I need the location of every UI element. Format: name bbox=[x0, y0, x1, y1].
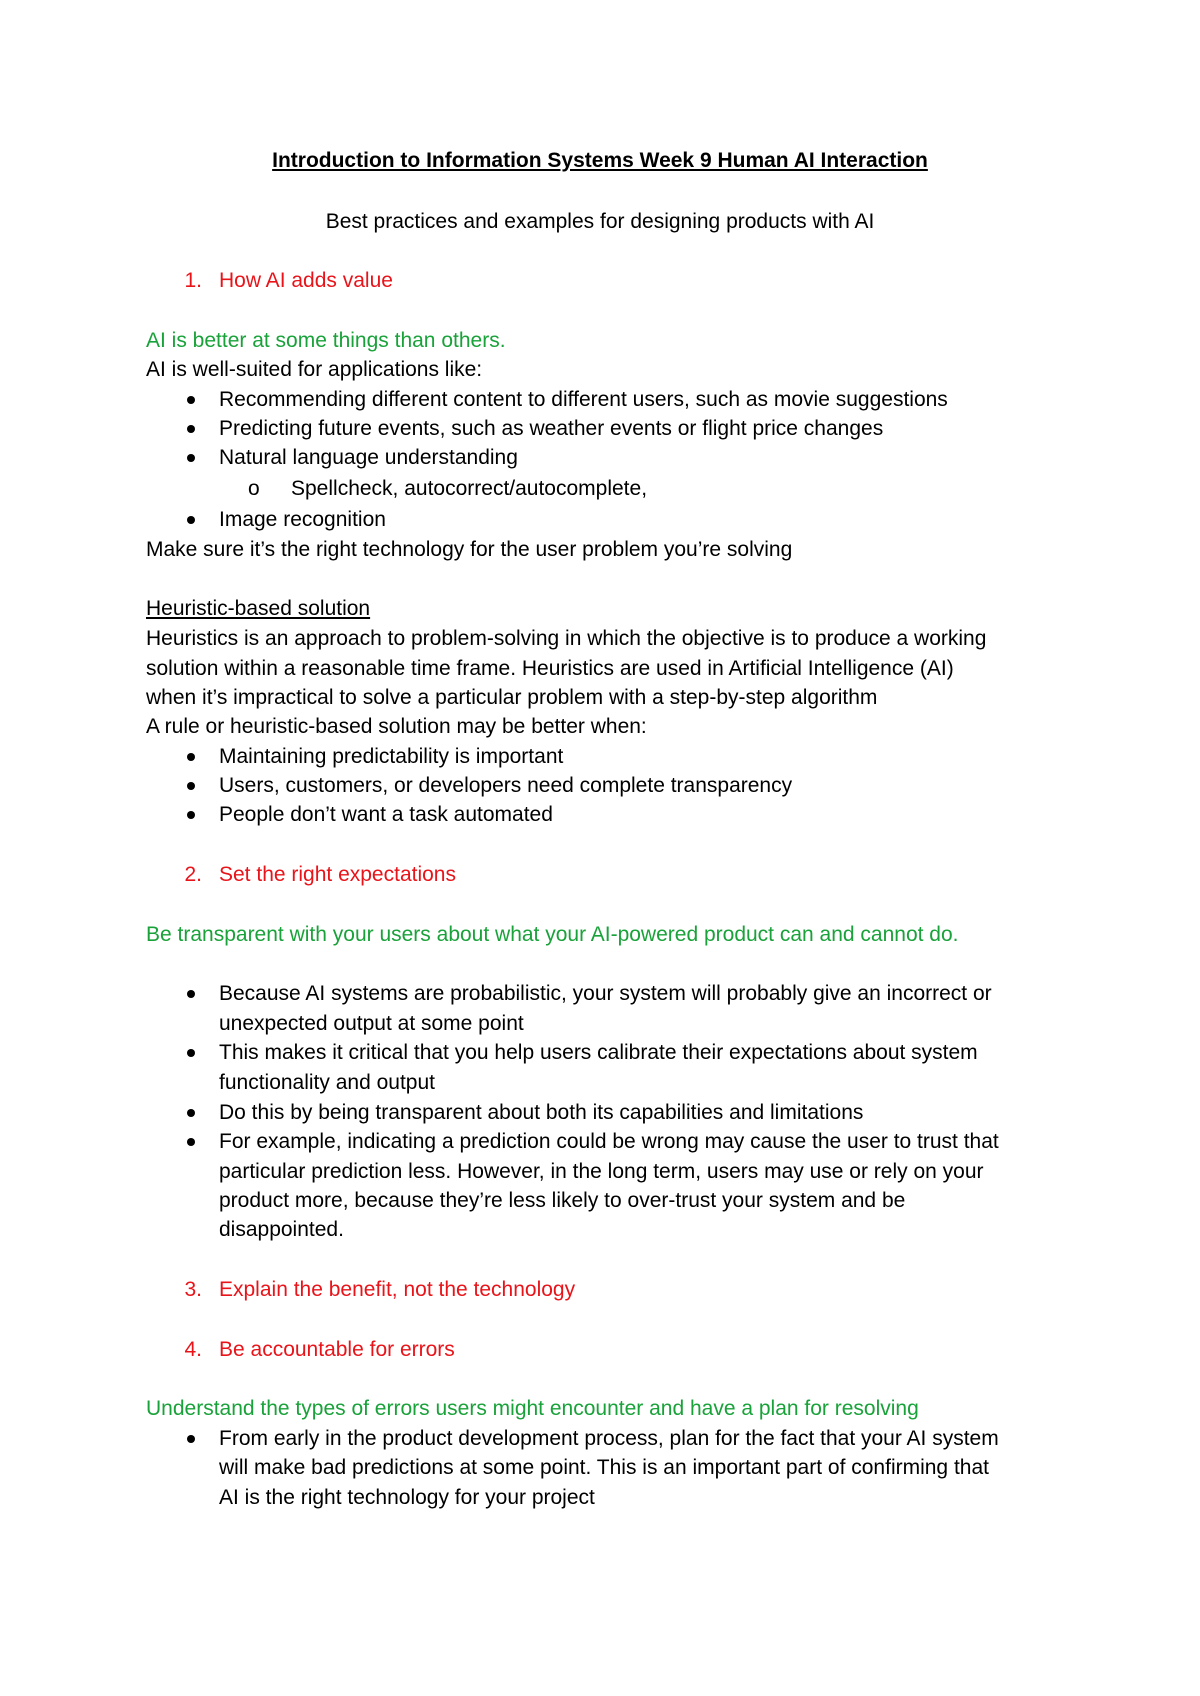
section-1-number: 1. bbox=[184, 269, 202, 292]
list-item: Recommending different content to different users, such as movie suggestions bbox=[219, 388, 948, 411]
bullet-icon bbox=[187, 782, 195, 790]
list-item: Image recognition bbox=[219, 508, 386, 531]
list-item-continuation: particular prediction less. However, in the long term, users may use or rely on your bbox=[219, 1160, 984, 1183]
section-2-heading: Set the right expectations bbox=[219, 863, 456, 886]
list-item: From early in the product development process, plan for the fact that your AI system bbox=[219, 1427, 999, 1450]
page-subtitle: Best practices and examples for designing products with AI bbox=[325, 210, 875, 233]
heuristic-paragraph-line: A rule or heuristic-based solution may be better when: bbox=[146, 715, 647, 738]
list-item-continuation: will make bad predictions at some point. This is an important part of confirming that bbox=[219, 1456, 989, 1479]
section-3-heading: Explain the benefit, not the technology bbox=[219, 1278, 576, 1301]
bullet-icon bbox=[187, 425, 195, 433]
list-item-continuation: functionality and output bbox=[219, 1071, 435, 1094]
section-4-green-line: Understand the types of errors users might encounter and have a plan for resolving bbox=[146, 1397, 919, 1420]
list-item: Users, customers, or developers need complete transparency bbox=[219, 774, 793, 797]
list-item: Predicting future events, such as weather events or flight price changes bbox=[219, 417, 884, 440]
list-item: Maintaining predictability is important bbox=[219, 745, 564, 768]
bullet-icon bbox=[187, 1049, 195, 1057]
bullet-icon bbox=[187, 454, 195, 462]
bullet-icon bbox=[187, 1138, 195, 1146]
bullet-icon bbox=[187, 990, 195, 998]
list-item: Natural language understanding bbox=[219, 446, 518, 469]
bullet-icon bbox=[187, 811, 195, 819]
heuristic-paragraph-line: solution within a reasonable time frame. Heuristics are used in Artificial Intelligence (AI) bbox=[146, 657, 954, 680]
bullet-icon bbox=[187, 1435, 195, 1443]
section-1-closing: Make sure it’s the right technology for the user problem you’re solving bbox=[146, 538, 793, 561]
section-1-intro: AI is well-suited for applications like: bbox=[146, 358, 483, 381]
bullet-icon bbox=[187, 753, 195, 761]
section-3-number: 3. bbox=[184, 1278, 202, 1301]
section-1-heading: How AI adds value bbox=[219, 269, 393, 292]
list-item-continuation: product more, because they’re less likely to over-trust your system and be bbox=[219, 1189, 906, 1212]
heuristic-paragraph-line: when it’s impractical to solve a particular problem with a step-by-step algorithm bbox=[146, 686, 878, 709]
page-title: Introduction to Information Systems Week 9 Human AI Interaction bbox=[272, 149, 928, 172]
list-item: People don’t want a task automated bbox=[219, 803, 553, 826]
section-4-number: 4. bbox=[184, 1338, 202, 1361]
section-2-green-line: Be transparent with your users about what your AI-powered product can and cannot do. bbox=[146, 923, 959, 946]
section-1-green-line: AI is better at some things than others. bbox=[146, 329, 506, 352]
list-item: For example, indicating a prediction could be wrong may cause the user to trust that bbox=[219, 1130, 999, 1153]
list-item: Because AI systems are probabilistic, your system will probably give an incorrect or bbox=[219, 982, 992, 1005]
section-4-heading: Be accountable for errors bbox=[219, 1338, 455, 1361]
bullet-icon bbox=[187, 1109, 195, 1117]
sub-list-item: Spellcheck, autocorrect/autocomplete, bbox=[291, 477, 648, 500]
bullet-icon bbox=[187, 516, 195, 524]
sub-bullet-marker: o bbox=[248, 477, 260, 500]
list-item: This makes it critical that you help users calibrate their expectations about system bbox=[219, 1041, 978, 1064]
list-item-continuation: disappointed. bbox=[219, 1218, 344, 1241]
list-item-continuation: unexpected output at some point bbox=[219, 1012, 524, 1035]
list-item: Do this by being transparent about both its capabilities and limitations bbox=[219, 1101, 864, 1124]
section-2-number: 2. bbox=[184, 863, 202, 886]
bullet-icon bbox=[187, 396, 195, 404]
heuristic-heading: Heuristic-based solution bbox=[146, 597, 371, 620]
heuristic-paragraph-line: Heuristics is an approach to problem-solving in which the objective is to produce a working bbox=[146, 627, 987, 650]
list-item-continuation: AI is the right technology for your project bbox=[219, 1486, 595, 1509]
